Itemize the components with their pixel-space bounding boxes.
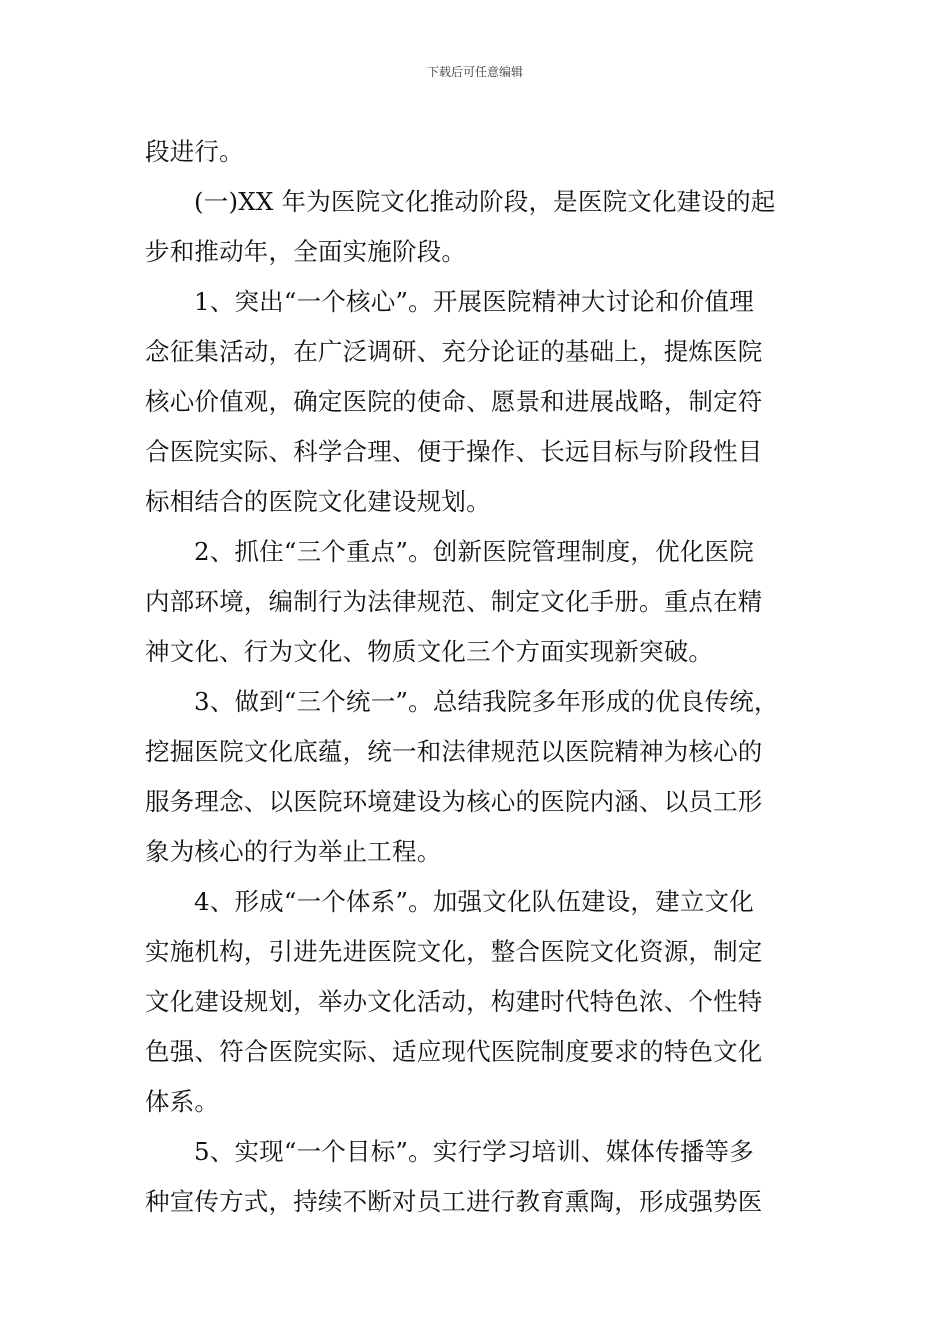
paragraph-first-line: (一)XX 年为医院文化推动阶段，是医院文化建设的起 [194, 187, 776, 216]
text-line: 象为核心的行为举止工程。 [145, 837, 442, 866]
text-line: 色强、符合医院实际、适应现代医院制度要求的特色文化 [145, 1037, 763, 1066]
page-header: 下载后可任意编辑 [426, 65, 523, 79]
text-line: 实施机构，引进先进医院文化，整合医院文化资源，制定 [145, 937, 763, 966]
text-line: 步和推动年，全面实施阶段。 [145, 237, 467, 266]
text-line: 合医院实际、科学合理、便于操作、长远目标与阶段性目 [145, 437, 763, 466]
paragraph-first-line: 1、突出“一个核心”。开展医院精神大讨论和价值理 [194, 287, 754, 316]
text-line: 文化建设规划，举办文化活动，构建时代特色浓、个性特 [145, 987, 763, 1016]
text-line: 神文化、行为文化、物质文化三个方面实现新突破。 [145, 637, 714, 666]
text-line: 核心价值观，确定医院的使命、愿景和进展战略，制定符 [145, 387, 763, 416]
text-line: 段进行。 [145, 137, 244, 166]
text-line: 体系。 [145, 1087, 220, 1116]
paragraph-first-line: 2、抓住“三个重点”。创新医院管理制度，优化医院 [194, 537, 754, 566]
document-body [145, 127, 825, 1227]
text-line: 服务理念、以医院环境建设为核心的医院内涵、以员工形 [145, 787, 763, 816]
paragraph-first-line: 4、形成“一个体系”。加强文化队伍建设，建立文化 [194, 887, 754, 916]
text-line: 挖掘医院文化底蕴，统一和法律规范以医院精神为核心的 [145, 737, 763, 766]
paragraph-first-line: 5、实现“一个目标”。实行学习培训、媒体传播等多 [194, 1137, 754, 1166]
text-line: 内部环境，编制行为法律规范、制定文化手册。重点在精 [145, 587, 763, 616]
text-line: 种宣传方式，持续不断对员工进行教育熏陶，形成强势医 [145, 1187, 763, 1216]
text-line: 标相结合的医院文化建设规划。 [145, 487, 491, 516]
paragraph-first-line: 3、做到“三个统一”。总结我院多年形成的优良传统， [194, 687, 779, 716]
text-line: 念征集活动，在广泛调研、充分论证的基础上，提炼医院 [145, 337, 763, 366]
